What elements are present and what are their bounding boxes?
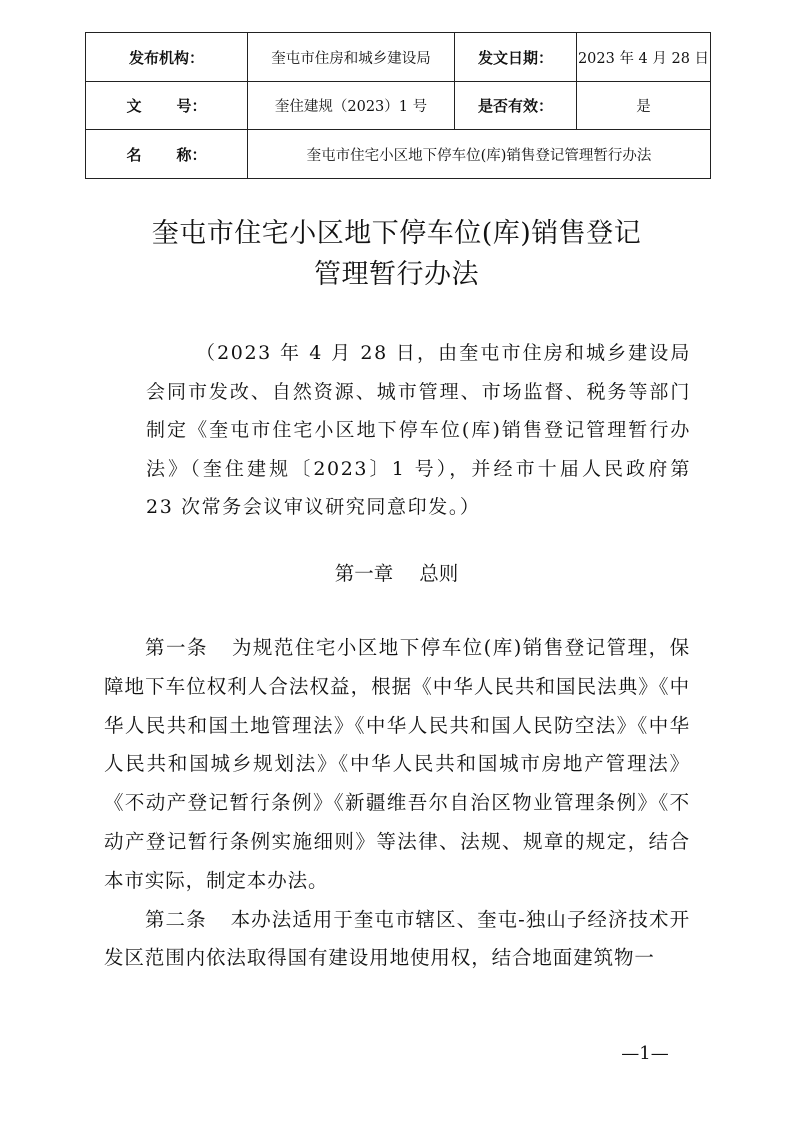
doc-number-value: 奎住建规（2023）1 号 (248, 82, 455, 130)
valid-value: 是 (577, 82, 711, 130)
title-line-2: 管理暂行办法 (314, 259, 479, 290)
articles-body (104, 629, 690, 978)
doc-number-label-part2: 号： (176, 97, 207, 115)
chapter-number: 第一章 (334, 562, 394, 585)
name-label-part1: 名 (126, 145, 142, 164)
chapter-heading (0, 559, 793, 589)
info-row-publisher (86, 33, 711, 82)
publisher-value: 奎屯市住房和城乡建设局 (248, 33, 455, 82)
preamble-text: （2023 年 4 月 28 日，由奎屯市住房和城乡建设局会同市发改、自然资源、城市管理、市场监督、税务等部门制定《奎屯市住宅小区地下停车位(库)销售登记管理暂行办法》（奎住建规〔2023〕1 号），并经市十届人民政府第 23 次常务会议审议研究同意印发。） (146, 342, 691, 519)
preamble-note (146, 334, 691, 527)
chapter-name: 总则 (419, 562, 459, 585)
publisher-label: 发布机构： (86, 33, 248, 82)
doc-number-label-part1: 文 (126, 97, 142, 115)
valid-label: 是否有效： (455, 82, 577, 130)
doc-number-label (86, 82, 248, 130)
article-1-text: 为规范住宅小区地下停车位(库)销售登记管理，保障地下车位权利人合法权益，根据《中华人民共和国民法典》《中华人民共和国土地管理法》《中华人民共和国人民防空法》《中华人民共和国城乡规划法》《中华人民共和国城市房地产管理法》《不动产登记暂行条例》《新疆维吾尔自治区物业管理条例》《不动产登记暂行条例实施细则》等法律、法规、规章的规定，结合本市实际，制定本办法。 (104, 636, 691, 892)
document-info-table (85, 32, 711, 179)
article-2 (104, 901, 690, 979)
date-label: 发文日期： (455, 33, 577, 82)
document-title (0, 213, 793, 295)
date-value: 2023 年 4 月 28 日 (577, 33, 711, 82)
article-2-text: 本办法适用于奎屯市辖区、奎屯-独山子经济技术开发区范围内依法取得国有建设用地使用权，结合地面建筑物一 (104, 907, 690, 970)
info-row-doc-number (86, 82, 711, 130)
info-row-name (86, 130, 711, 179)
article-2-number: 第二条 (145, 907, 207, 931)
article-1 (104, 629, 690, 901)
title-line-1: 奎屯市住宅小区地下停车位(库)销售登记 (151, 218, 642, 249)
name-label-part2: 称： (176, 145, 207, 164)
name-label (86, 130, 248, 179)
page-number: —1— (621, 1043, 669, 1064)
name-value: 奎屯市住宅小区地下停车位(库)销售登记管理暂行办法 (248, 130, 711, 179)
article-1-number: 第一条 (145, 636, 208, 659)
